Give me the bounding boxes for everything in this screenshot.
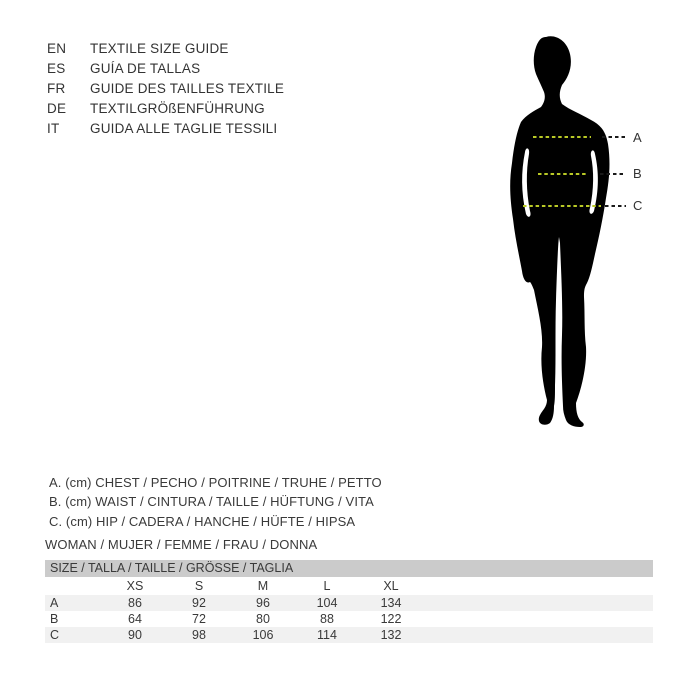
waist-legend-line: B. (cm) WAIST / CINTURA / TAILLE / HÜFTUNG / VITA	[49, 494, 374, 510]
lang-row-en	[47, 39, 284, 59]
size-header-s: S	[194, 579, 204, 593]
guide-title: TEXTILE SIZE GUIDE	[90, 41, 229, 56]
size-header-xl: XL	[383, 579, 399, 593]
row-label: A	[50, 596, 59, 610]
size-header-l: L	[323, 579, 331, 593]
cell-value: 132	[380, 628, 402, 642]
cell-value: 98	[192, 628, 206, 642]
lang-code: IT	[47, 121, 60, 136]
woman-body-shape	[510, 36, 609, 427]
header-spacer-cell	[45, 577, 103, 595]
size-header-m: M	[257, 579, 269, 593]
lang-row-es	[47, 59, 284, 79]
measurement-legend	[49, 473, 382, 531]
cell-value: 86	[128, 596, 142, 610]
size-table-header-row	[45, 577, 653, 595]
marker-label-b: B	[633, 166, 642, 181]
header-filler	[423, 577, 653, 595]
cell-value: 64	[128, 612, 142, 626]
row-label: C	[50, 628, 60, 642]
gender-line: WOMAN / MUJER / FEMME / FRAU / DONNA	[45, 537, 318, 552]
cell-value: 106	[252, 628, 274, 642]
lang-code: FR	[47, 81, 66, 96]
cell-value: 114	[317, 628, 337, 642]
lang-code: ES	[47, 61, 66, 76]
language-title-block	[47, 39, 284, 139]
guide-title: GUÍA DE TALLAS	[90, 61, 201, 76]
cell-value: 88	[320, 612, 334, 626]
cell-value: 96	[256, 596, 270, 610]
size-table-titlebar: SIZE / TALLA / TAILLE / GRÖSSE / TAGLIA	[45, 560, 653, 577]
table-row-hip	[45, 627, 653, 643]
row-filler	[423, 627, 653, 643]
cell-value: 80	[256, 612, 270, 626]
cell-value: 104	[316, 596, 338, 610]
marker-label-c: C	[633, 198, 643, 213]
table-row-chest	[45, 595, 653, 611]
woman-silhouette-figure	[480, 25, 700, 455]
lang-row-it	[47, 119, 284, 139]
guide-title: TEXTILGRÖßENFÜHRUNG	[90, 101, 265, 116]
row-filler	[423, 611, 653, 627]
lang-row-fr	[47, 79, 284, 99]
row-label: B	[50, 612, 59, 626]
guide-title: GUIDE DES TAILLES TEXTILE	[90, 81, 285, 96]
row-filler	[423, 595, 653, 611]
cell-value: 122	[380, 612, 402, 626]
table-row-waist	[45, 611, 653, 627]
cell-value: 134	[380, 596, 402, 610]
hip-legend-line: C. (cm) HIP / CADERA / HANCHE / HÜFTE / HIPSA	[49, 513, 356, 529]
lang-code: EN	[47, 41, 67, 56]
lang-code: DE	[47, 101, 67, 116]
size-header-xs: XS	[126, 579, 144, 593]
marker-label-a: A	[633, 130, 642, 145]
lang-row-de	[47, 99, 284, 119]
guide-title: GUIDA ALLE TAGLIE TESSILI	[90, 121, 278, 136]
cell-value: 92	[192, 596, 206, 610]
cell-value: 72	[192, 612, 206, 626]
chest-legend-line: A. (cm) CHEST / PECHO / POITRINE / TRUHE / PETTO	[49, 475, 382, 490]
cell-value: 90	[128, 628, 142, 642]
